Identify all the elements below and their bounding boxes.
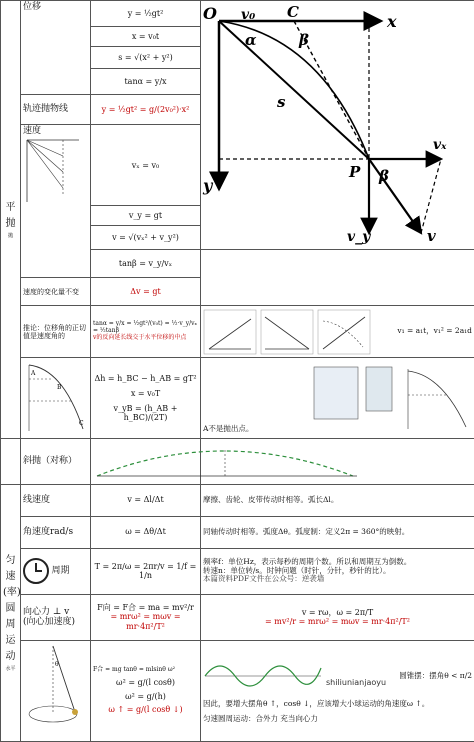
conical-pendulum-sketch <box>23 642 89 738</box>
linear-speed-label: 线速度 <box>21 484 91 516</box>
pendulum-note-1: 圆锥摆：摆角θ < π/2 <box>399 672 472 681</box>
inference-right-formula: v₁ = a₁t，v₁² = 2a₁d <box>397 327 472 336</box>
displacement-formula-2: x = v₀t <box>91 27 201 47</box>
centripetal-formula-1: F向 = F合 = ma = mv²/r <box>93 603 198 612</box>
label-C: C <box>287 3 299 21</box>
incline-sketches <box>203 309 373 355</box>
wave-sketch <box>203 658 323 694</box>
linear-speed-note: 摩擦、齿轮、皮带传动时相等。弧长Δl。 <box>201 484 474 516</box>
clock-icon <box>23 558 49 584</box>
centripetal-right-2: = mv²/r = mrω² = mωv = mr·4π²/T² <box>203 617 472 626</box>
displacement-label: 位移 <box>21 1 91 95</box>
period-label: 周期 <box>52 566 70 576</box>
section-projectile: 平 抛 抛 <box>1 1 21 439</box>
label-beta-2: β <box>378 167 389 185</box>
interval-note: A不是抛出点。 <box>203 425 253 434</box>
inference-diagrams <box>201 306 474 358</box>
velocity-formula-2: v_y = gt <box>91 206 201 226</box>
pendulum-formula-4: ω ↑ = g/(l cosθ ↓) <box>93 705 198 714</box>
velocity-change-formula: Δv = gt <box>91 278 201 306</box>
section-circular: 匀 速 (率) 圆 周 运 动 水平 <box>1 484 21 741</box>
interval-formula-1: Δh = h_BC − h_AB = gT² <box>93 374 198 383</box>
interval-apparatus-sketch <box>312 363 472 433</box>
period-note-frequency: 频率f：单位Hz，表示每秒的周期个数。所以和周期互为倒数。 <box>203 558 472 567</box>
angular-speed-label: 角速度rad/s <box>21 516 91 548</box>
label-v: v <box>427 227 436 245</box>
label-s: s <box>277 93 286 111</box>
interval-formula-2: x = v₀T <box>93 389 198 398</box>
period-formula: T = 2π/ω = 2πr/v = 1/f = 1/n <box>91 548 201 594</box>
oblique-sketch-cell <box>91 439 201 484</box>
inference-note: v的反向延长线交于水平位移的中点 <box>93 335 198 342</box>
label-P: P <box>348 163 361 181</box>
v-arrow <box>369 159 421 233</box>
svg-text:θ: θ <box>55 661 59 668</box>
trajectory-label: 轨迹抛物线 <box>21 95 91 125</box>
centripetal-formulas <box>91 594 201 640</box>
centripetal-formula-2: = mrω² = mωv = mr·4π²/T² <box>93 612 198 630</box>
displacement-line <box>219 21 369 159</box>
label-y: y <box>202 176 214 195</box>
svg-text:B: B <box>57 384 62 391</box>
velocity-vector-sketch <box>23 136 83 206</box>
velocity-cell <box>21 125 91 278</box>
displacement-formula-4: tanα = y/x <box>91 69 201 95</box>
interval-sketch <box>23 359 89 435</box>
velocity-label: 速度 <box>23 126 88 136</box>
label-v0: v₀ <box>241 7 255 23</box>
pendulum-formula-3: ω² = g/(h) <box>93 692 198 701</box>
angular-speed-note: 同轴传动时相等。弧度Δθ。弧度制：定义2π = 360°的映射。 <box>201 516 474 548</box>
label-alpha: α <box>245 31 257 49</box>
interval-formulas <box>91 358 201 439</box>
label-beta: β <box>298 31 309 49</box>
period-label-cell <box>21 548 91 594</box>
footer-watermark: shiliunianjaoyu <box>326 678 386 687</box>
trajectory-formula: y = ½gt² = g/(2v₀²)·x² <box>91 95 201 125</box>
label-vy: v_y <box>347 229 371 245</box>
label-O: O <box>203 4 217 23</box>
interval-sketch-cell <box>21 358 91 439</box>
period-notes <box>201 548 474 594</box>
oblique-label: 斜抛（对称） <box>21 439 91 484</box>
svg-text:C: C <box>79 420 84 427</box>
centripetal-label-cell <box>21 594 91 640</box>
interval-formula-3: v_yB = (h_AB + h_BC)/(2T) <box>93 404 198 422</box>
centripetal-label-2: (向心加速度) <box>23 617 88 627</box>
velocity-change-label: 速度的变化量不变 <box>21 278 91 306</box>
pendulum-formula-2: ω² = g/(l cosθ) <box>93 678 198 687</box>
oblique-sketch <box>93 440 361 480</box>
period-note-rotation: 转速n：单位转/s。时钟问题（时针，分针，秒针的比）。 <box>203 567 472 576</box>
svg-text:A: A <box>30 370 36 377</box>
label-x: x <box>386 12 397 31</box>
pendulum-note-3: 匀速圆周运动：合外力 充当向心力 <box>203 715 472 724</box>
centripetal-label-1: 向心力 ⊥ v <box>23 607 88 617</box>
inference-label: 推论：位移角的正切值是速度角的 <box>21 306 91 358</box>
displacement-formula-1: y = ½gt² <box>91 1 201 27</box>
pendulum-formula-1: F合 = mg tanθ = mlsinθ ω² <box>93 667 198 674</box>
projectile-diagram-cell <box>201 1 474 250</box>
angular-speed-formula: ω = Δθ/Δt <box>91 516 201 548</box>
displacement-formula-3: s = √(x² + y²) <box>91 47 201 69</box>
interval-right-cell <box>201 358 474 439</box>
period-watermark: 本篇资料PDF文件在公众号：逆袭墙 <box>203 575 472 584</box>
inference-formula: tanα = y/x = ½gt²/(v₀t) = ½·v_y/vₓ = ½tanβ <box>93 321 198 335</box>
label-vx: vₓ <box>433 137 447 153</box>
pendulum-note-2: 因此，要增大摆角θ ↑，cosθ ↓，应该增大小球运动的角速度ω ↑。 <box>203 700 472 709</box>
velocity-formula-1: vₓ = v₀ <box>91 125 201 206</box>
projectile-diagram <box>201 1 473 247</box>
inference-cell <box>91 306 201 358</box>
velocity-formula-3: v = √(vₓ² + v_y²) <box>91 226 201 250</box>
v-parallelogram <box>421 159 441 233</box>
velocity-formula-4: tanβ = v_y/vₓ <box>91 250 201 278</box>
linear-speed-formula: v = Δl/Δt <box>91 484 201 516</box>
centripetal-right-1: v = rω，ω = 2π/T <box>203 608 472 617</box>
centripetal-right <box>201 594 474 640</box>
